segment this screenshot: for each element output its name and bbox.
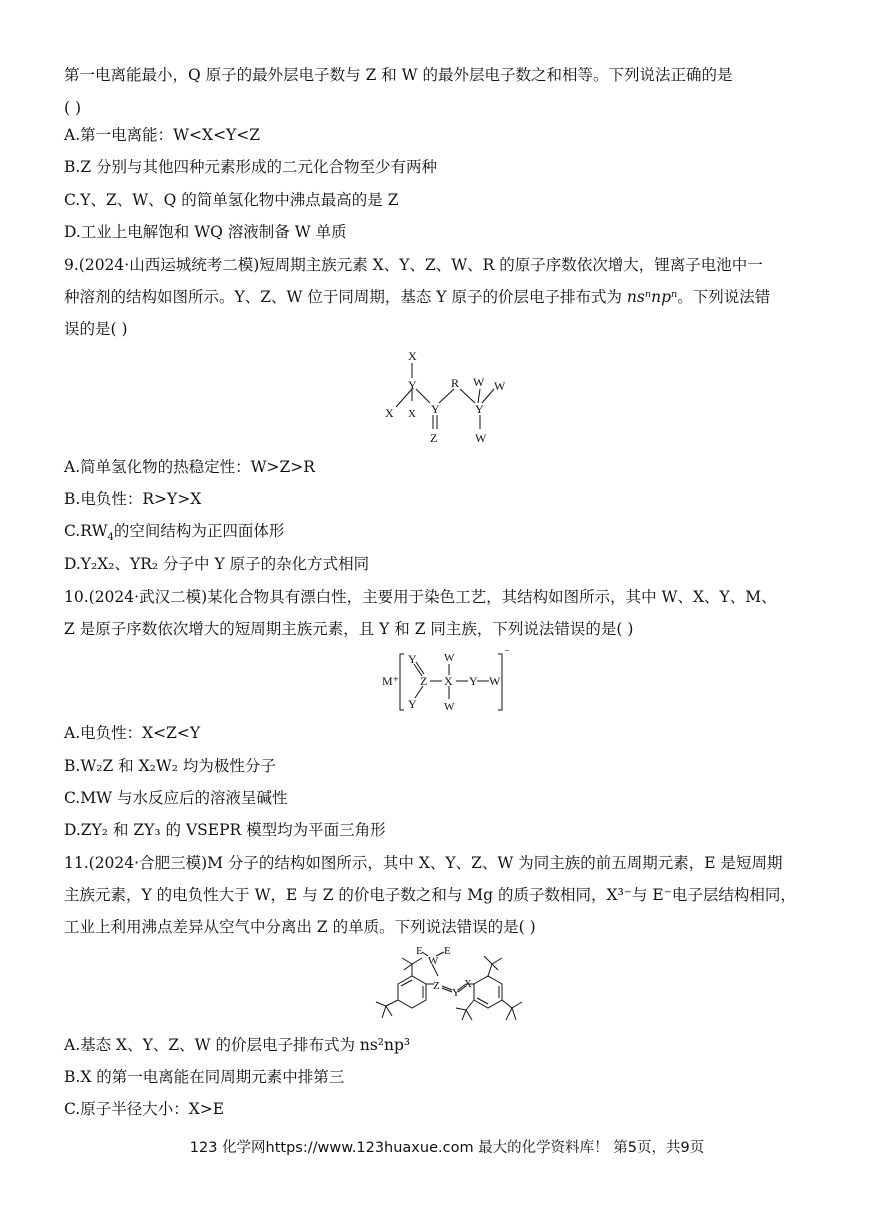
atom-label: Z xyxy=(433,980,440,992)
atom-label: Z xyxy=(430,431,438,445)
answer-bracket: ( ) xyxy=(64,99,82,117)
q9c-pre: C.RW xyxy=(64,522,108,540)
atom-label: Y xyxy=(452,987,460,999)
atom-label: Y xyxy=(475,402,484,416)
option-8c: C.Y、Z、W、Q 的简单氢化物中沸点最高的是 Z xyxy=(64,191,399,209)
atom-label: W xyxy=(428,955,439,967)
atom-label: X xyxy=(464,978,472,990)
atom-label: W xyxy=(473,375,485,389)
atom-label: E xyxy=(416,945,423,957)
page-footer: 123 化学网https://www.123huaxue.com 最大的化学资料库！ 第5页，共9页 xyxy=(189,1140,705,1156)
option-10c: C.MW 与水反应后的溶液呈碱性 xyxy=(64,789,288,807)
atom-label: M⁺ xyxy=(382,674,400,688)
question-11-line1: 11.(2024·合肥三模)M 分子的结构如图所示，其中 X、Y、Z、W 为同主族的前五周期元素，E 是短周期 xyxy=(64,854,783,872)
option-8a: A.第一电离能：W<X<Y<Z xyxy=(64,126,261,144)
structure-figure-9 xyxy=(380,345,520,450)
option-9b: B.电负性：R>Y>X xyxy=(64,490,202,508)
option-10b: B.W₂Z 和 X₂W₂ 均为极性分子 xyxy=(64,757,276,775)
q9c-post: 的空间结构为正四面体形 xyxy=(113,522,285,540)
charge-label: ⁻ xyxy=(504,648,510,659)
atom-label: Y xyxy=(408,697,417,711)
atom-label: W xyxy=(444,701,455,713)
atom-label: X xyxy=(385,406,394,420)
q9-tail: 。下列说法错 xyxy=(677,288,771,306)
structure-figure-10 xyxy=(378,648,518,716)
question-10-line1: 10.(2024·武汉二模)某化合物具有漂白性，主要用于染色工艺，其结构如图所示，其中 W、X、Y、M、 xyxy=(64,588,777,606)
question-11-line3: 工业上利用沸点差异从空气中分离出 Z 的单质。下列说法错误的是( ) xyxy=(64,918,536,936)
atom-label: Y xyxy=(408,652,417,666)
question-10-line2: Z 是原子序数依次增大的短周期主族元素，且 Y 和 Z 同主族，下列说法错误的是( ) xyxy=(64,620,634,638)
question-9-line2 xyxy=(64,286,770,308)
atom-label: W xyxy=(489,674,501,688)
question-11-line2: 主族元素，Y 的电负性大于 W，E 与 Z 的价电子数之和与 Mg 的质子数相同，X³⁻与 E⁻电子层结构相同， xyxy=(64,886,796,904)
atom-label: Z xyxy=(420,674,428,688)
option-11b: B.X 的第一电离能在同周期元素中排第三 xyxy=(64,1068,345,1086)
option-9d: D.Y₂X₂、YR₂ 分子中 Y 原子的杂化方式相同 xyxy=(64,555,370,573)
atom-label: Y xyxy=(408,378,417,392)
structure-figure-11 xyxy=(368,942,528,1028)
q9-text: 种溶剂的结构如图所示。Y、Z、W 位于同周期，基态 Y 原子的价层电子排布式为 xyxy=(64,288,627,306)
question-9-line1: 9.(2024·山西运城统考二模)短周期主族元素 X、Y、Z、W、R 的原子序数依次增大，锂离子电池中一 xyxy=(64,256,763,274)
option-11c: C.原子半径大小：X>E xyxy=(64,1100,225,1118)
option-10a: A.电负性：X<Z<Y xyxy=(64,724,201,742)
atom-label: Y xyxy=(431,402,440,416)
atom-label: W xyxy=(444,652,455,664)
option-10d: D.ZY₂ 和 ZY₃ 的 VSEPR 模型均为平面三角形 xyxy=(64,821,386,839)
option-11a: A.基态 X、Y、Z、W 的价层电子排布式为 ns²np³ xyxy=(64,1036,411,1054)
atom-label: Y xyxy=(469,674,478,688)
question-9-line3: 误的是( ) xyxy=(64,320,128,338)
atom-label: X xyxy=(408,408,416,420)
option-8d: D.工业上电解饱和 WQ 溶液制备 W 单质 xyxy=(64,223,347,241)
q9c-sub: 4 xyxy=(107,532,114,544)
q9-formula: nsⁿnpⁿ xyxy=(626,288,678,306)
atom-label: E xyxy=(444,945,451,957)
atom-label: X xyxy=(408,349,417,363)
atom-label: W xyxy=(494,379,506,393)
option-8b: B.Z 分别与其他四种元素形成的二元化合物至少有两种 xyxy=(64,158,438,176)
atom-label: R xyxy=(451,376,460,390)
option-9c xyxy=(64,520,284,549)
text-line: 第一电离能最小，Q 原子的最外层电子数与 Z 和 W 的最外层电子数之和相等。下列说法正确的是 xyxy=(64,66,733,84)
option-9a: A.简单氢化物的热稳定性：W>Z>R xyxy=(64,458,315,476)
atom-label: X xyxy=(444,674,453,688)
atom-label: W xyxy=(475,431,487,445)
